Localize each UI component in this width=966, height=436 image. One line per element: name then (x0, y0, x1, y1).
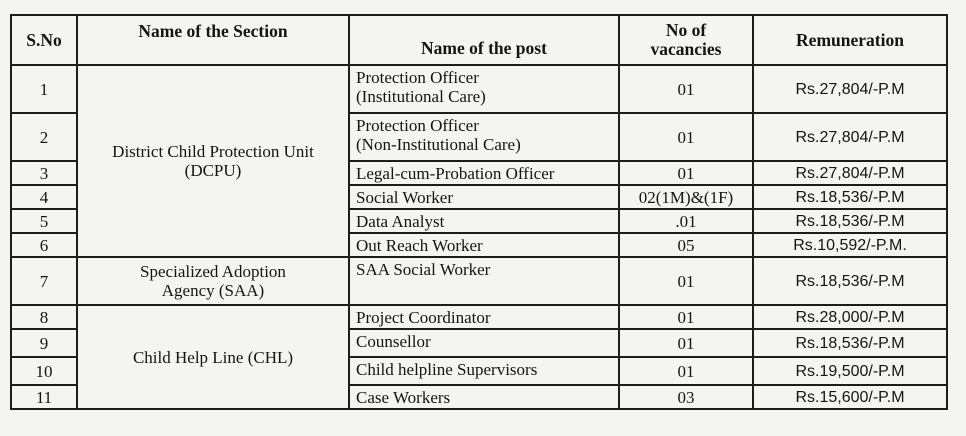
vacancies-cell: 01 (619, 65, 753, 113)
vacancies-cell: 01 (619, 161, 753, 185)
header-remuneration: Remuneration (753, 15, 947, 65)
vacancies-cell: 02(1M)&(1F) (619, 185, 753, 209)
remuneration-cell: Rs.18,536/-P.M (753, 329, 947, 357)
sno-cell: 11 (11, 385, 77, 409)
sno-cell: 6 (11, 233, 77, 257)
post-line2: (Non-Institutional Care) (356, 135, 521, 154)
remuneration-cell: Rs.18,536/-P.M (753, 257, 947, 305)
section-dcpu-line1: District Child Protection Unit (112, 142, 314, 161)
vacancies-cell: 01 (619, 305, 753, 329)
vacancies-cell: 01 (619, 113, 753, 161)
remuneration-cell: Rs.27,804/-P.M (753, 161, 947, 185)
vacancies-cell: 03 (619, 385, 753, 409)
remuneration-cell: Rs.18,536/-P.M (753, 209, 947, 233)
sno-cell: 1 (11, 65, 77, 113)
remuneration-cell: Rs.27,804/-P.M (753, 113, 947, 161)
post-cell: Case Workers (349, 385, 619, 409)
sno-cell: 9 (11, 329, 77, 357)
header-sno: S.No (11, 15, 77, 65)
vacancies-cell: .01 (619, 209, 753, 233)
post-line1: Protection Officer (356, 68, 479, 87)
table-header-row (11, 15, 947, 65)
remuneration-cell: Rs.10,592/-P.M. (753, 233, 947, 257)
vacancies-cell: 05 (619, 233, 753, 257)
post-cell: Child helpline Supervisors (349, 357, 619, 385)
sno-cell: 10 (11, 357, 77, 385)
post-cell: Social Worker (349, 185, 619, 209)
sno-cell: 3 (11, 161, 77, 185)
header-post: Name of the post (349, 15, 619, 65)
table-row (11, 65, 947, 113)
post-line1: Protection Officer (356, 116, 479, 135)
post-cell: SAA Social Worker (349, 257, 619, 305)
remuneration-cell: Rs.27,804/-P.M (753, 65, 947, 113)
header-vacancies-line2: vacancies (650, 39, 722, 59)
sno-cell: 5 (11, 209, 77, 233)
post-cell (349, 65, 619, 113)
section-saa-line2: Agency (SAA) (161, 281, 265, 300)
sno-cell: 8 (11, 305, 77, 329)
post-cell: Counsellor (349, 329, 619, 357)
post-cell (349, 113, 619, 161)
post-cell: Data Analyst (349, 209, 619, 233)
header-section: Name of the Section (77, 15, 349, 65)
remuneration-cell: Rs.28,000/-P.M (753, 305, 947, 329)
section-dcpu (77, 65, 349, 257)
section-saa (77, 257, 349, 305)
section-dcpu-line2: (DCPU) (184, 161, 242, 180)
remuneration-cell: Rs.15,600/-P.M (753, 385, 947, 409)
post-line2: (Institutional Care) (356, 87, 486, 106)
sno-cell: 2 (11, 113, 77, 161)
header-vacancies-line1: No of (665, 20, 707, 40)
table-row (11, 257, 947, 305)
vacancies-cell: 01 (619, 257, 753, 305)
vacancy-table (10, 14, 948, 410)
vacancies-cell: 01 (619, 329, 753, 357)
sno-cell: 4 (11, 185, 77, 209)
post-cell: Project Coordinator (349, 305, 619, 329)
header-vacancies (619, 15, 753, 65)
vacancies-cell: 01 (619, 357, 753, 385)
table-row (11, 305, 947, 329)
section-saa-line1: Specialized Adoption (140, 262, 286, 281)
sno-cell: 7 (11, 257, 77, 305)
post-cell: Out Reach Worker (349, 233, 619, 257)
section-chl: Child Help Line (CHL) (77, 305, 349, 409)
post-cell: Legal-cum-Probation Officer (349, 161, 619, 185)
remuneration-cell: Rs.18,536/-P.M (753, 185, 947, 209)
remuneration-cell: Rs.19,500/-P.M (753, 357, 947, 385)
